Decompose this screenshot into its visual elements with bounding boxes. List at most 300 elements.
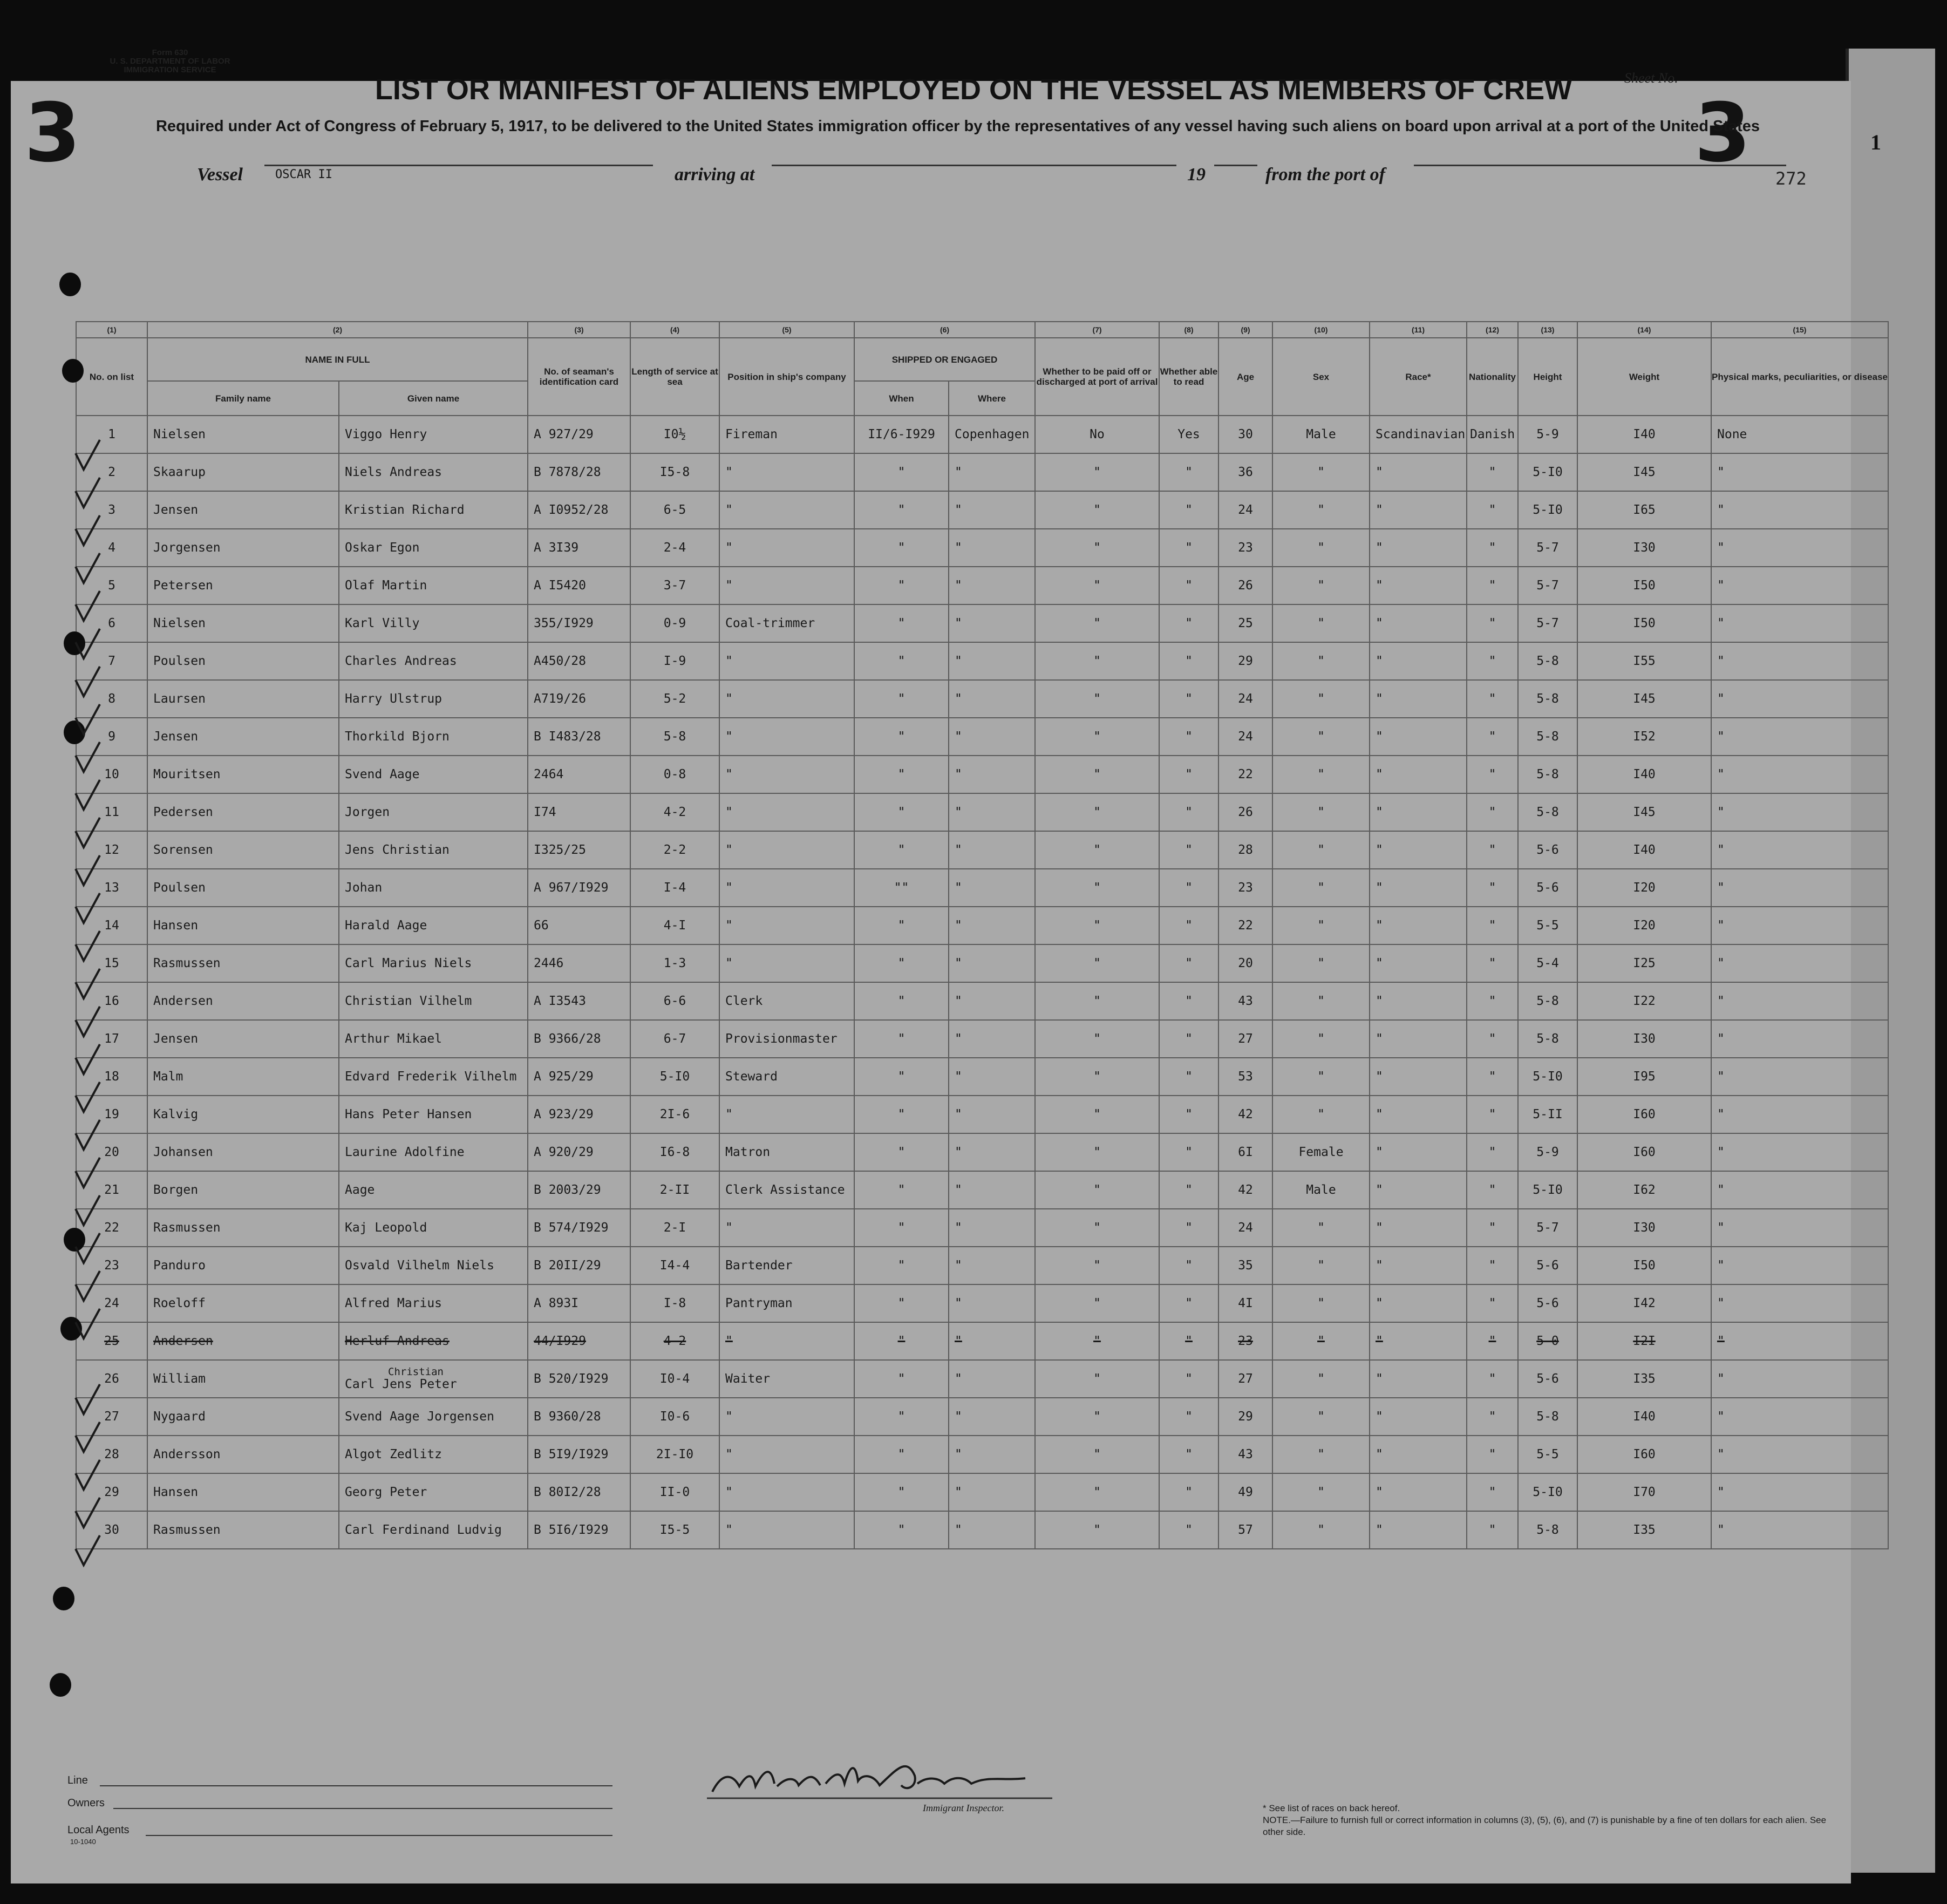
cell-service: I0½ (630, 416, 719, 453)
cell-service: 4-I (630, 907, 719, 944)
cell-no: 22 (76, 1209, 147, 1247)
cell-nat: " (1467, 1284, 1518, 1322)
cell-height: 5-8 (1518, 642, 1577, 680)
cell-age: 22 (1218, 907, 1272, 944)
cell-sex: " (1272, 1360, 1370, 1398)
cell-race: " (1370, 831, 1467, 869)
cell-paid: " (1035, 1322, 1159, 1360)
cell-sex: " (1272, 793, 1370, 831)
cell-when: " (854, 642, 949, 680)
cell-paid: " (1035, 1133, 1159, 1171)
cell-family: Jensen (147, 1020, 339, 1058)
cell-given: Harald Aage (339, 907, 528, 944)
check-mark (76, 969, 100, 998)
cell-position: " (719, 1398, 854, 1436)
cell-height: 5-8 (1518, 718, 1577, 756)
cell-race: " (1370, 491, 1467, 529)
cell-race: " (1370, 1511, 1467, 1549)
cell-weight: I95 (1577, 1058, 1711, 1096)
cell-paid: " (1035, 982, 1159, 1020)
cell-card: B I483/28 (528, 718, 630, 756)
header-given-name: Given name (339, 381, 528, 416)
cell-marks: " (1711, 491, 1888, 529)
cell-nat: " (1467, 793, 1518, 831)
cell-given: Svend Aage Jorgensen (339, 1398, 528, 1436)
cell-given: Georg Peter (339, 1473, 528, 1511)
cell-read: " (1159, 793, 1218, 831)
line-label: Line (67, 1774, 88, 1786)
table-row (76, 529, 1888, 567)
cell-position: " (719, 869, 854, 907)
table-row (76, 604, 1888, 642)
cell-race: " (1370, 718, 1467, 756)
table-row (76, 718, 1888, 756)
cell-where: " (949, 529, 1035, 567)
cell-paid: " (1035, 1473, 1159, 1511)
cell-marks: " (1711, 604, 1888, 642)
table-row (76, 1436, 1888, 1473)
cell-where: Copenhagen (949, 416, 1035, 453)
cell-card: 2464 (528, 756, 630, 793)
check-mark (76, 1309, 100, 1338)
cell-no: 7 (76, 642, 147, 680)
cell-race: " (1370, 642, 1467, 680)
check-mark (76, 1535, 100, 1565)
cell-age: 22 (1218, 756, 1272, 793)
agents-label: Local Agents (67, 1824, 130, 1836)
cell-sex: " (1272, 1058, 1370, 1096)
cell-where: " (949, 1436, 1035, 1473)
cell-race: " (1370, 1360, 1467, 1398)
cell-no: 19 (76, 1096, 147, 1133)
cell-when: " (854, 1133, 949, 1171)
cell-nat: " (1467, 1436, 1518, 1473)
cell-race: " (1370, 1209, 1467, 1247)
cell-age: 24 (1218, 680, 1272, 718)
cell-nat: " (1467, 1020, 1518, 1058)
cell-paid: " (1035, 1360, 1159, 1398)
from-port-line (1414, 165, 1786, 166)
table-row (76, 907, 1888, 944)
cell-service: 6-7 (630, 1020, 719, 1058)
cell-marks: " (1711, 1322, 1888, 1360)
cell-given: Alfred Marius (339, 1284, 528, 1322)
line-field (100, 1785, 612, 1786)
cell-marks: " (1711, 1511, 1888, 1549)
cell-where: " (949, 604, 1035, 642)
cell-service: 5-2 (630, 680, 719, 718)
cell-marks: " (1711, 1360, 1888, 1398)
table-row (76, 453, 1888, 491)
cell-when: " (854, 944, 949, 982)
cell-paid: " (1035, 1020, 1159, 1058)
cell-when: " (854, 567, 949, 604)
cell-position: " (719, 1096, 854, 1133)
cell-given: Harry Ulstrup (339, 680, 528, 718)
cell-paid: " (1035, 1436, 1159, 1473)
cell-nat: " (1467, 680, 1518, 718)
cell-sex: " (1272, 1322, 1370, 1360)
table-row (76, 680, 1888, 718)
cell-paid: No (1035, 416, 1159, 453)
cell-service: I-9 (630, 642, 719, 680)
cell-no: 9 (76, 718, 147, 756)
header-height: Height (1518, 338, 1577, 416)
cell-position: " (719, 907, 854, 944)
col-num-6: (6) (854, 322, 1035, 338)
cell-height: 5-II (1518, 1096, 1577, 1133)
cell-where: " (949, 1511, 1035, 1549)
cell-weight: I62 (1577, 1171, 1711, 1209)
cell-no: 26 (76, 1360, 147, 1398)
cell-age: 42 (1218, 1171, 1272, 1209)
cell-no: 30 (76, 1511, 147, 1549)
cell-read: " (1159, 982, 1218, 1020)
cell-weight: I52 (1577, 718, 1711, 756)
cell-where: " (949, 1398, 1035, 1436)
cell-when: " (854, 453, 949, 491)
check-mark (76, 553, 100, 583)
cell-height: 5-7 (1518, 604, 1577, 642)
cell-service: 3-7 (630, 567, 719, 604)
cell-sex: " (1272, 453, 1370, 491)
table-row (76, 642, 1888, 680)
cell-height: 5-7 (1518, 567, 1577, 604)
cell-given: Algot Zedlitz (339, 1436, 528, 1473)
col-num-11: (11) (1370, 322, 1467, 338)
cell-read: " (1159, 1398, 1218, 1436)
cell-paid: " (1035, 831, 1159, 869)
cell-no: 6 (76, 604, 147, 642)
cell-weight: I40 (1577, 416, 1711, 453)
cell-paid: " (1035, 1284, 1159, 1322)
check-mark (76, 1195, 100, 1225)
header-row-1 (76, 338, 1888, 381)
cell-sex: " (1272, 1473, 1370, 1511)
header-shipped: SHIPPED OR ENGAGED (854, 338, 1035, 381)
cell-where: " (949, 1209, 1035, 1247)
table-row (76, 793, 1888, 831)
col-num-13: (13) (1518, 322, 1577, 338)
cell-where: " (949, 1171, 1035, 1209)
cell-read: " (1159, 1473, 1218, 1511)
cell-no: 16 (76, 982, 147, 1020)
table-row (76, 567, 1888, 604)
cell-weight: I50 (1577, 604, 1711, 642)
cell-age: 23 (1218, 869, 1272, 907)
cell-no: 11 (76, 793, 147, 831)
race-note: * See list of races on back hereof. (1263, 1803, 1400, 1813)
sheet-mark-right: 3 (1694, 86, 1751, 180)
cell-age: 23 (1218, 529, 1272, 567)
cell-service: 2I-I0 (630, 1436, 719, 1473)
cell-service: I-4 (630, 869, 719, 907)
cell-no: 21 (76, 1171, 147, 1209)
cell-paid: " (1035, 529, 1159, 567)
cell-when: " (854, 1436, 949, 1473)
cell-sex: " (1272, 1247, 1370, 1284)
cell-age: 28 (1218, 831, 1272, 869)
cell-position: Coal-trimmer (719, 604, 854, 642)
cell-when: " (854, 1209, 949, 1247)
cell-nat: " (1467, 1473, 1518, 1511)
cell-sex: " (1272, 1096, 1370, 1133)
cell-where: " (949, 642, 1035, 680)
cell-marks: " (1711, 529, 1888, 567)
cell-race: " (1370, 793, 1467, 831)
cell-weight: I25 (1577, 944, 1711, 982)
cell-age: 43 (1218, 1436, 1272, 1473)
cell-position: " (719, 718, 854, 756)
cell-sex: " (1272, 1209, 1370, 1247)
cell-height: 5-4 (1518, 944, 1577, 982)
cell-nat: " (1467, 491, 1518, 529)
cell-when: " (854, 907, 949, 944)
cell-family: Panduro (147, 1247, 339, 1284)
cell-age: 29 (1218, 642, 1272, 680)
cell-family: Borgen (147, 1171, 339, 1209)
cell-position: " (719, 793, 854, 831)
cell-age: 35 (1218, 1247, 1272, 1284)
cell-where: " (949, 718, 1035, 756)
cell-height: 5-6 (1518, 1247, 1577, 1284)
col-num-4: (4) (630, 322, 719, 338)
inspector-signature (702, 1754, 1058, 1819)
cell-service: 2I-6 (630, 1096, 719, 1133)
cell-position: " (719, 1436, 854, 1473)
cell-family: Poulsen (147, 642, 339, 680)
cell-nat: " (1467, 756, 1518, 793)
cell-paid: " (1035, 567, 1159, 604)
cell-position: " (719, 680, 854, 718)
cell-paid: " (1035, 907, 1159, 944)
cell-no: 17 (76, 1020, 147, 1058)
cell-card: B 5I9/I929 (528, 1436, 630, 1473)
cell-marks: " (1711, 1247, 1888, 1284)
cell-nat: " (1467, 1171, 1518, 1209)
check-mark (76, 1233, 100, 1263)
cell-nat: " (1467, 529, 1518, 567)
cell-paid: " (1035, 944, 1159, 982)
cell-nat: " (1467, 1360, 1518, 1398)
cell-given: Jorgen (339, 793, 528, 831)
cell-height: 5-6 (1518, 1360, 1577, 1398)
cell-age: 25 (1218, 604, 1272, 642)
cell-card: 44/I929 (528, 1322, 630, 1360)
cell-height: 5-8 (1518, 793, 1577, 831)
header-name-in-full: NAME IN FULL (147, 338, 528, 381)
col-num-14: (14) (1577, 322, 1711, 338)
cell-family: William (147, 1360, 339, 1398)
cell-race: " (1370, 680, 1467, 718)
header-family-name: Family name (147, 381, 339, 416)
cell-position: " (719, 831, 854, 869)
table-row (76, 1284, 1888, 1322)
cell-family: Nygaard (147, 1398, 339, 1436)
header-position: Position in ship's company (719, 338, 854, 416)
cell-nat: " (1467, 1096, 1518, 1133)
cell-marks: None (1711, 416, 1888, 453)
check-mark (76, 1498, 100, 1527)
cell-given: Carl Marius Niels (339, 944, 528, 982)
cell-card: A I5420 (528, 567, 630, 604)
table-row (76, 831, 1888, 869)
cell-paid: " (1035, 1398, 1159, 1436)
cell-when: " (854, 1020, 949, 1058)
header-nationality: Nationality (1467, 338, 1518, 416)
cell-service: 1-3 (630, 944, 719, 982)
cell-card: B 5I6/I929 (528, 1511, 630, 1549)
cell-age: 23 (1218, 1322, 1272, 1360)
cell-race: " (1370, 1171, 1467, 1209)
cell-no: 2 (76, 453, 147, 491)
header-id-card: No. of seaman's identification card (528, 338, 630, 416)
header-no-on-list: No. on list (76, 338, 147, 416)
cell-position: " (719, 453, 854, 491)
cell-card: A 893I (528, 1284, 630, 1322)
cell-sex: Male (1272, 1171, 1370, 1209)
cell-sex: " (1272, 1398, 1370, 1436)
cell-read: " (1159, 718, 1218, 756)
check-mark (76, 780, 100, 810)
check-mark (76, 855, 100, 885)
cell-read: " (1159, 756, 1218, 793)
cell-card: B 2003/29 (528, 1171, 630, 1209)
cell-no: 15 (76, 944, 147, 982)
cell-weight: I22 (1577, 982, 1711, 1020)
cell-sex: " (1272, 529, 1370, 567)
cell-where: " (949, 680, 1035, 718)
cell-family: Mouritsen (147, 756, 339, 793)
cell-position: " (719, 529, 854, 567)
cell-nat: " (1467, 944, 1518, 982)
cell-no: 24 (76, 1284, 147, 1322)
cell-height: 5-8 (1518, 982, 1577, 1020)
cell-service: 6-5 (630, 491, 719, 529)
cell-race: " (1370, 567, 1467, 604)
cell-given: Olaf Martin (339, 567, 528, 604)
cell-read: " (1159, 1058, 1218, 1096)
cell-service: I6-8 (630, 1133, 719, 1171)
cell-weight: I45 (1577, 680, 1711, 718)
cell-when: " (854, 793, 949, 831)
cell-when: " (854, 1171, 949, 1209)
cell-sex: " (1272, 718, 1370, 756)
cell-height: 5-6 (1518, 1284, 1577, 1322)
cell-weight: I70 (1577, 1473, 1711, 1511)
cell-card: B 7878/28 (528, 453, 630, 491)
vessel-name: OSCAR II (275, 168, 332, 181)
cell-marks: " (1711, 1171, 1888, 1209)
cell-position: " (719, 1473, 854, 1511)
cell-position: Clerk (719, 982, 854, 1020)
cell-sex: " (1272, 831, 1370, 869)
cell-weight: I42 (1577, 1284, 1711, 1322)
cell-where: " (949, 1322, 1035, 1360)
cell-marks: " (1711, 1398, 1888, 1436)
cell-read: Yes (1159, 416, 1218, 453)
cell-marks: " (1711, 1058, 1888, 1096)
cell-height: 5-I0 (1518, 1171, 1577, 1209)
cell-race: " (1370, 1473, 1467, 1511)
table-row (76, 1322, 1888, 1360)
cell-no: 29 (76, 1473, 147, 1511)
cell-nat: " (1467, 567, 1518, 604)
header-paid-off: Whether to be paid off or discharged at port of arrival (1035, 338, 1159, 416)
cell-paid: " (1035, 869, 1159, 907)
cell-read: " (1159, 567, 1218, 604)
cell-card: A450/28 (528, 642, 630, 680)
cell-where: " (949, 831, 1035, 869)
cell-card: A I3543 (528, 982, 630, 1020)
table-row (76, 1058, 1888, 1096)
cell-no: 4 (76, 529, 147, 567)
cell-family: Laursen (147, 680, 339, 718)
cell-family: Rasmussen (147, 944, 339, 982)
col-num-12: (12) (1467, 322, 1518, 338)
cell-read: " (1159, 1436, 1218, 1473)
cell-sex: " (1272, 1436, 1370, 1473)
cell-age: 24 (1218, 1209, 1272, 1247)
cell-read: " (1159, 529, 1218, 567)
cell-family: Sorensen (147, 831, 339, 869)
header-where: Where (949, 381, 1035, 416)
table-row (76, 982, 1888, 1020)
cell-position: Waiter (719, 1360, 854, 1398)
cell-read: " (1159, 1020, 1218, 1058)
cell-card: 2446 (528, 944, 630, 982)
cell-race: " (1370, 907, 1467, 944)
from-port-label: from the port of (1265, 165, 1385, 185)
check-mark (76, 1384, 100, 1414)
cell-given: Jens Christian (339, 831, 528, 869)
cell-where: " (949, 793, 1035, 831)
cell-family: Malm (147, 1058, 339, 1096)
cell-nat: " (1467, 1322, 1518, 1360)
form-number: Form 630 (152, 48, 188, 57)
cell-nat: " (1467, 453, 1518, 491)
cell-family: Jorgensen (147, 529, 339, 567)
header-read: Whether able to read (1159, 338, 1218, 416)
sheet-mark-left: 3 (24, 86, 81, 180)
cell-marks: " (1711, 1209, 1888, 1247)
table-row (76, 1511, 1888, 1549)
cell-service: 0-8 (630, 756, 719, 793)
cell-given: Svend Aage (339, 756, 528, 793)
cell-read: " (1159, 1247, 1218, 1284)
cell-where: " (949, 907, 1035, 944)
cell-where: " (949, 491, 1035, 529)
cell-race: " (1370, 1133, 1467, 1171)
cell-where: " (949, 567, 1035, 604)
header-when: When (854, 381, 949, 416)
cell-race: " (1370, 1436, 1467, 1473)
cell-weight: I40 (1577, 756, 1711, 793)
cell-weight: I40 (1577, 831, 1711, 869)
check-mark (76, 591, 100, 621)
cell-family: Andersen (147, 1322, 339, 1360)
table-row (76, 416, 1888, 453)
cell-where: " (949, 1284, 1035, 1322)
check-mark (76, 893, 100, 923)
cell-when: II/6-I929 (854, 416, 949, 453)
cell-race: Scandinavian (1370, 416, 1467, 453)
cell-marks: " (1711, 1020, 1888, 1058)
cell-card: B 574/I929 (528, 1209, 630, 1247)
cell-paid: " (1035, 642, 1159, 680)
cell-height: 5-I0 (1518, 1058, 1577, 1096)
cell-where: " (949, 1096, 1035, 1133)
